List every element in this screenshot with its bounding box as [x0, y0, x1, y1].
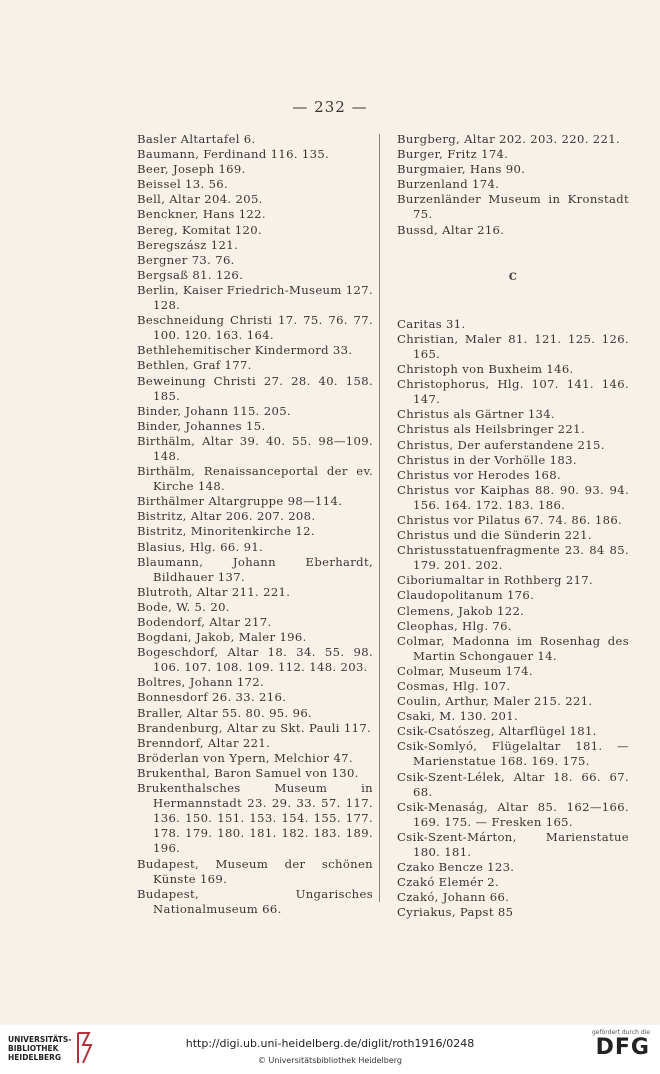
index-entry: Christophorus, Hlg. 107. 141. 146. 147. [397, 377, 629, 407]
index-column-left [137, 132, 373, 917]
index-entry: Ciboriumaltar in Rothberg 217. [397, 573, 594, 588]
index-entry: Cosmas, Hlg. 107. [397, 679, 511, 693]
index-entry: Blasius, Hlg. 66. 91. [137, 539, 264, 554]
index-entry: Beregszász 121. [137, 237, 238, 252]
index-entry: Christus und die Sünderin 221. [397, 528, 592, 543]
index-entry: Burzenland 174. [397, 177, 500, 192]
index-entry: Bodendorf, Altar 217. [137, 615, 272, 629]
index-entry: Christoph von Buxheim 146. [397, 362, 574, 377]
index-entry: Bell, Altar 204. 205. [137, 192, 263, 207]
index-entry: Birthälm, Altar 39. 40. 55. 98—109. 148. [137, 433, 373, 463]
dfg-logo [592, 1029, 650, 1060]
index-entry: Czakó Elemér 2. [397, 875, 500, 890]
index-entry: Beschneidung Christi 17. 75. 76. 77. 100. 120. 163. 164. [137, 313, 373, 343]
index-entry: Budapest, Ungarisches Nationalmuseum 66. [137, 886, 373, 916]
index-entry: Christian, Maler 81. 121. 125. 126. 165. [397, 331, 629, 361]
index-entry: Csik-Menaság, Altar 85. 162—166. 169. 175. — Fresken 165. [397, 799, 629, 829]
index-entry: Claudopolitanum 176. [397, 588, 535, 603]
index-entry: Csaki, M. 130. 201. [397, 709, 519, 724]
library-name-line: HEIDELBERG [8, 1052, 62, 1062]
index-entry: Csik-Csatószeg, Altarflügel 181. [397, 724, 597, 739]
index-entry: Csik-Szent-Lélek, Altar 18. 66. 67. 68. [397, 769, 629, 799]
dfg-wordmark: DFG [595, 1035, 650, 1060]
index-entry: Christus in der Vorhölle 183. [397, 452, 577, 467]
index-entry: Bussd, Altar 216. [397, 222, 505, 237]
section-spacer [397, 238, 629, 268]
index-entry: Clemens, Jakob 122. [397, 603, 525, 618]
index-entry: Bistritz, Altar 206. 207. 208. [137, 509, 316, 524]
index-entry: Baumann, Ferdinand 116. 135. [137, 147, 330, 162]
index-entry: Bergner 73. 76. [137, 252, 235, 267]
index-entry: Brenndorf, Altar 221. [137, 735, 271, 750]
index-entry: Christus, Der auferstandene 215. [397, 437, 605, 452]
index-entry: Christus vor Pilatus 67. 74. 86. 186. [397, 512, 623, 527]
index-entry: Bogdani, Jakob, Maler 196. [137, 630, 307, 645]
index-entry: Bereg, Komitat 120. [137, 222, 262, 237]
index-entry: Cyriakus, Papst 85 [397, 905, 514, 920]
index-entry: Czakó, Johann 66. [397, 890, 510, 905]
index-entry: Beissel 13. 56. [137, 177, 229, 192]
index-entry: Braller, Altar 55. 80. 95. 96. [137, 705, 313, 720]
index-entry: Czako Bencze 123. [397, 860, 515, 875]
index-entry: Birthälmer Altargruppe 98—114. [137, 494, 343, 509]
index-entry: Bröderlan von Ypern, Melchior 47. [137, 750, 353, 765]
index-column-right [397, 132, 629, 921]
index-entry: Brukenthal, Baron Samuel von 130. [137, 765, 359, 780]
index-entry: Burzenländer Museum in Kronstadt 75. [397, 192, 629, 222]
index-entry: Burger, Fritz 174. [397, 147, 509, 162]
index-entry: Budapest, Museum der schönen Künste 169. [137, 856, 373, 886]
index-entry: Colmar, Madonna im Rosenhag des Martin Schongauer 14. [397, 633, 629, 663]
index-entry: Caritas 31. [397, 316, 466, 331]
index-entry: Bethlehemitischer Kindermord 33. [137, 343, 353, 358]
index-entry: Benckner, Hans 122. [137, 207, 266, 222]
dfg-caption: gefördert durch die [592, 1029, 650, 1036]
index-entry: Burgmaier, Hans 90. [397, 162, 526, 177]
index-entry: Beweinung Christi 27. 28. 40. 158. 185. [137, 373, 373, 403]
index-entry: Christus vor Herodes 168. [397, 467, 562, 482]
index-entry: Bethlen, Graf 177. [137, 358, 252, 373]
index-entry: Basler Altartafel 6. [137, 132, 256, 146]
index-entry: Boltres, Johann 172. [137, 675, 265, 690]
index-group-b [397, 132, 629, 238]
index-entry: Brukenthalsches Museum in Hermannstadt 23. 29. 33. 57. 117. 136. 150. 151. 153. 154. 155. 177. 178. 179. 180. 181. 182. 183. 189. 196. [137, 781, 373, 856]
section-spacer [397, 287, 629, 317]
source-url-link[interactable]: http://digi.ub.uni-heidelberg.de/diglit/roth1916/0248 [185, 1037, 475, 1050]
index-entry: Bonnesdorf 26. 33. 216. [137, 690, 287, 705]
index-entry: Csik-Szent-Márton, Marienstatue 180. 181. [397, 829, 629, 860]
library-name-line: BIBLIOTHEK [8, 1043, 59, 1053]
index-entry: Binder, Johannes 15. [137, 418, 266, 433]
column-divider [379, 134, 380, 902]
index-entry: Christus vor Kaiphas 88. 90. 93. 94. 156. 164. 172. 183. 186. [397, 482, 629, 512]
page-number: — 232 — [292, 98, 368, 116]
library-name-line: UNIVERSITÄTS- [8, 1034, 72, 1044]
index-entry: Burgberg, Altar 202. 203. 220. 221. [397, 132, 621, 146]
index-entry: Christus als Heilsbringer 221. [397, 422, 585, 437]
index-entry: Bogeschdorf, Altar 18. 34. 55. 98. 106. 107. 108. 109. 112. 148. 203. [137, 645, 373, 675]
copyright-notice: © Universitätsbibliothek Heidelberg [257, 1056, 402, 1065]
index-entry: Coulin, Arthur, Maler 215. 221. [397, 694, 593, 709]
index-entry: Bistritz, Minoritenkirche 12. [137, 524, 315, 539]
index-entry: Binder, Johann 115. 205. [137, 403, 291, 418]
index-group-c [397, 317, 629, 921]
index-entry: Berlin, Kaiser Friedrich-Museum 127. 128. [137, 282, 373, 313]
index-entry: Blaumann, Johann Eberhardt, Bildhauer 137. [137, 554, 373, 584]
index-entry: Birthälm, Renaissanceportal der ev. Kirche 148. [137, 464, 373, 494]
index-entry: Cleophas, Hlg. 76. [397, 618, 512, 633]
section-letter-c: C [508, 271, 518, 283]
index-entry: Blutroth, Altar 211. 221. [137, 584, 291, 599]
index-entry: Christus als Gärtner 134. [397, 407, 556, 422]
digitization-footer [0, 1025, 660, 1074]
index-entry: Bergsaß 81. 126. [137, 267, 244, 282]
index-entry: Bode, W. 5. 20. [137, 599, 230, 614]
index-entry: Csik-Somlyó, Flügelaltar 181. — Marienstatue 168. 169. 175. [397, 739, 629, 769]
index-entry: Brandenburg, Altar zu Skt. Pauli 117. [137, 720, 372, 735]
index-entry: Beer, Joseph 169. [137, 162, 246, 177]
index-entry: Christusstatuenfragmente 23. 84 85. 179. 201. 202. [397, 543, 629, 573]
index-entry: Colmar, Museum 174. [397, 663, 533, 678]
